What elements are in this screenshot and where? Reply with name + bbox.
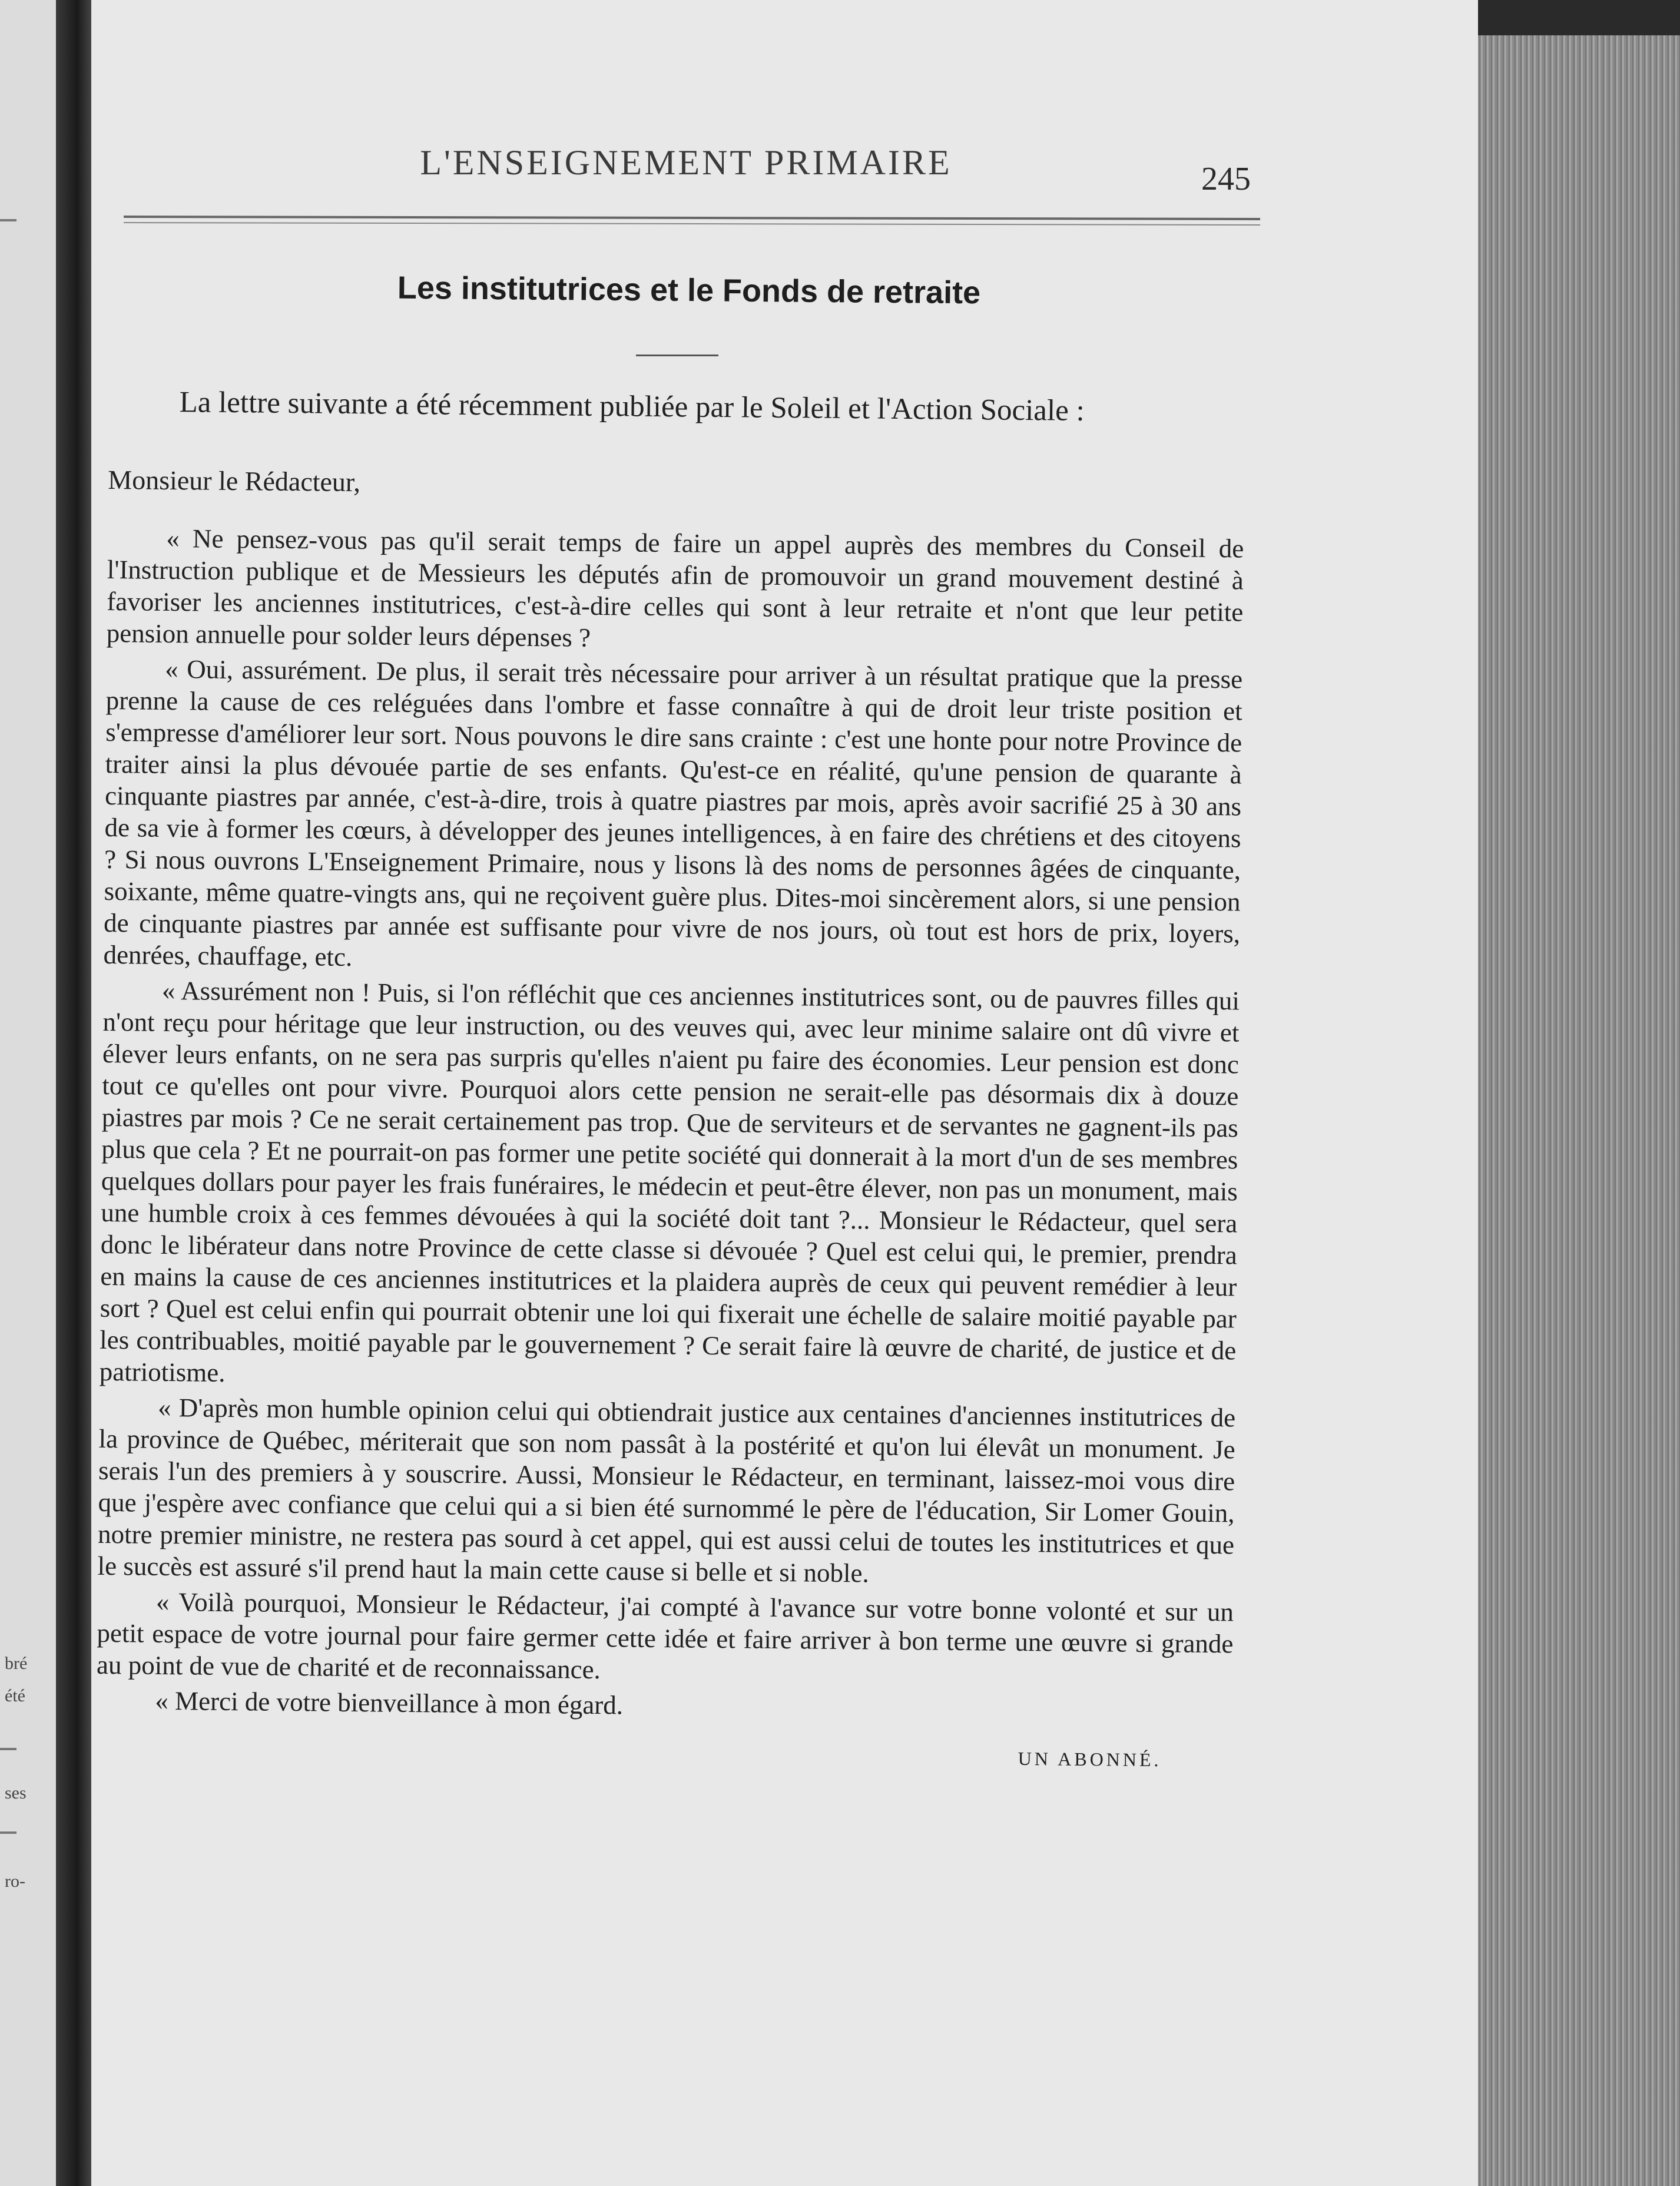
article-body bbox=[95, 377, 1245, 1776]
margin-mark bbox=[0, 1748, 16, 1750]
salutation: Monsieur le Rédacteur, bbox=[108, 464, 361, 498]
margin-fragment: bré bbox=[5, 1654, 28, 1673]
margin-fragment: été bbox=[5, 1686, 25, 1705]
signature: UN ABONNÉ. bbox=[1018, 1747, 1162, 1771]
margin-fragment: ro- bbox=[5, 1872, 25, 1891]
page-number: 245 bbox=[1201, 161, 1251, 197]
margin-mark bbox=[0, 1831, 16, 1834]
letter-paragraph: « Voilà pourquoi, Monsieur le Rédacteur, j'ai compté à l'avance sur votre bonne volonté et sur un petit espace de votre journal pour faire germer cette idée et faire arriver à bon terme une œuvre si grande au point de vue de charité et de reconnaissance. bbox=[96, 1586, 1234, 1685]
margin-mark bbox=[0, 219, 16, 221]
article-title: Les institutrices et le Fonds de retraite bbox=[397, 270, 981, 311]
adjacent-page-margin bbox=[0, 0, 56, 2186]
letter-paragraph: « Ne pensez-vous pas qu'il serait temps de faire un appel auprès des membres du Conseil de l'Instruction publique et de Messieurs les députés afin de promouvoir un grand mouvement destiné à favoriser les anciennes institutrices, c'est-à-dire celles qui sont à leur retraite et n'ont que leur petite pension annuelle pour solder leurs dépenses ? bbox=[106, 523, 1244, 653]
page-edges bbox=[1478, 0, 1680, 2186]
book-spine bbox=[56, 0, 91, 2186]
letter-paragraph: « D'après mon humble opinion celui qui obtiendrait justice aux centaines d'anciennes institutrices de la province de Québec, mériterait que son nom passât à la postérité et qu'on lui élevât un monument. Je serais l'un des premiers à y souscrire. Aussi, Monsieur le Rédacteur, en terminant, laissez-moi vous dire que j'espère avec confiance que celui qui a si bien été surnommé le père de l'éducation, Sir Lomer Gouin, notre premier ministre, ne restera pas sourd à cet appel, qui est aussi celui de toutes les institutrices et que le succès est assuré s'il prend haut la main cette cause si belle et si noble. bbox=[97, 1392, 1236, 1588]
scan-shadow bbox=[1478, 0, 1680, 35]
letter-paragraph: « Merci de votre bienveillance à mon égard. bbox=[155, 1685, 624, 1720]
margin-fragment: ses bbox=[5, 1783, 26, 1803]
letter-paragraph: « Assurément non ! Puis, si l'on réfléchit que ces anciennes institutrices sont, ou de pauvres filles qui n'ont reçu pour héritage que leur instruction, ou des veuves qui, avec leur minime salaire ont dû vivre et élever leurs enfants, on ne sera pas surpris qu'elles n'aient pu faire des économies. Leur pension est donc tout ce qu'elles ont pour vivre. Pourquoi alors cette pension ne serait-elle pas désormais dix à douze piastres par mois ? Ce ne serait certainement pas trop. Que de serviteurs et de servantes ne gagnent-ils pas plus que cela ? Et ne pourrait-on pas former une petite société qui donnerait à la mort d'un de ses membres quelques dollars pour payer les frais funéraires, le médecin et peut-être élever, non pas un monument, mais une humble croix à ces femmes dévouées à qui la société doit tant ?... Monsieur le Rédacteur, quel sera donc le libérateur dans notre Province de cette classe si dévouée ? Quel est celui qui, le premier, prendra en mains la cause de ces anciennes institutrices et la plaidera auprès de ceux qui peuvent remédier à leur sort ? Quel est celui enfin qui pourrait obtenir une loi qui fixerait une échelle de salaire moitié payable par les contribuables, moitié payable par le gouvernement ? Ce serait faire là œuvre de charité, de justice et de patriotisme. bbox=[99, 975, 1240, 1387]
running-head: L'ENSEIGNEMENT PRIMAIRE bbox=[420, 143, 952, 182]
letter-paragraph: « Oui, assurément. De plus, il serait très nécessaire pour arriver à un résultat pratique que la presse prenne la cause de ces reléguées dans l'ombre et fasse connaître à qui de droit leur triste position et s'empresse d'améliorer leur sort. Nous pouvons le dire sans crainte : c'est une honte pour notre Province de traiter ainsi la plus dévouée partie de ses enfants. Qu'est-ce en réalité, qu'une pension de quarante à cinquante piastres par année, c'est-à-dire, trois à quatre piastres par mois, après avoir sacrifié 25 à 30 ans de sa vie à former les cœurs, à développer des jeunes intelligences, à en faire des chrétiens et des citoyens ? Si nous ouvrons L'Enseignement Primaire, nous y lisons là des noms de personnes âgées de cinquante, soixante, même quatre-vingts ans, qui ne reçoivent guère plus. Dites-moi sincèrement alors, si une pension de cinquante piastres par année est suffisante pour vivre de nos jours, où tout est hors de prix, loyers, denrées, chauffage, etc. bbox=[103, 654, 1243, 972]
intro-paragraph: La lettre suivante a été récemment publiée par le Soleil et l'Action Sociale : bbox=[179, 386, 1085, 428]
title-rule bbox=[636, 355, 718, 356]
